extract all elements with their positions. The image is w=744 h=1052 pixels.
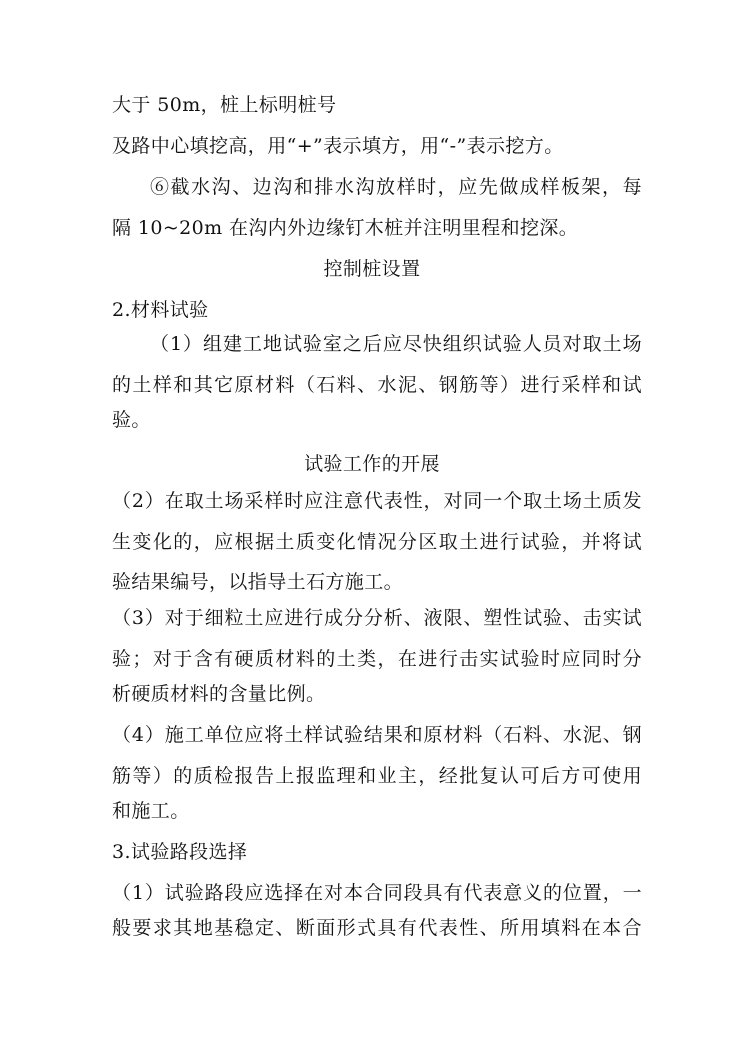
text-line: 析硬质材料的含量比例。 [112,683,326,705]
section-heading: 2.材料试验 [112,299,209,321]
text-line: 生变化的，应根据土质变化情况分区取土进行试验，并将试 [112,531,642,553]
text-line: 验。 [112,409,151,431]
section-heading: 控制桩设置 [323,258,421,280]
text-line: 般要求其地基稳定、断面形式具有代表性、所用填料在本合 [112,917,642,939]
text-line: 验结果编号，以指导土石方施工。 [112,571,404,593]
text-line: ⑥截水沟、边沟和排水沟放样时，应先做成样板架，每 [150,176,642,198]
text-line: （4）施工单位应将土样试验结果和原材料（石料、水泥、钢 [112,724,642,746]
text-line: 隔 10~20m 在沟内外边缘钉木桩并注明里程和挖深。 [112,217,579,239]
text-line: （3）对于细粒土应进行成分分析、液限、塑性试验、击实试 [112,607,642,629]
text-line: 筋等）的质检报告上报监理和业主，经批复认可后方可使用 [112,765,642,787]
text-line: 及路中心填挖高，用“+”表示填方，用“-”表示挖方。 [112,135,564,157]
text-line: （1）试验路段应选择在对本合同段具有代表意义的位置，一 [112,882,642,904]
section-heading: 3.试验路段选择 [112,841,248,863]
text-line: （2）在取土场采样时应注意代表性，对同一个取土场土质发 [112,490,642,512]
text-line: 和施工。 [112,800,190,822]
text-line: 验；对于含有硬质材料的土类，在进行击实试验时应同时分 [112,648,642,670]
text-line: 大于 50m，桩上标明桩号 [112,94,337,116]
text-line: （1）组建工地试验室之后应尽快组织试验人员对取土场 [150,333,642,355]
section-heading: 试验工作的开展 [304,453,440,475]
text-line: 的土样和其它原材料（石料、水泥、钢筋等）进行采样和试 [112,374,642,396]
